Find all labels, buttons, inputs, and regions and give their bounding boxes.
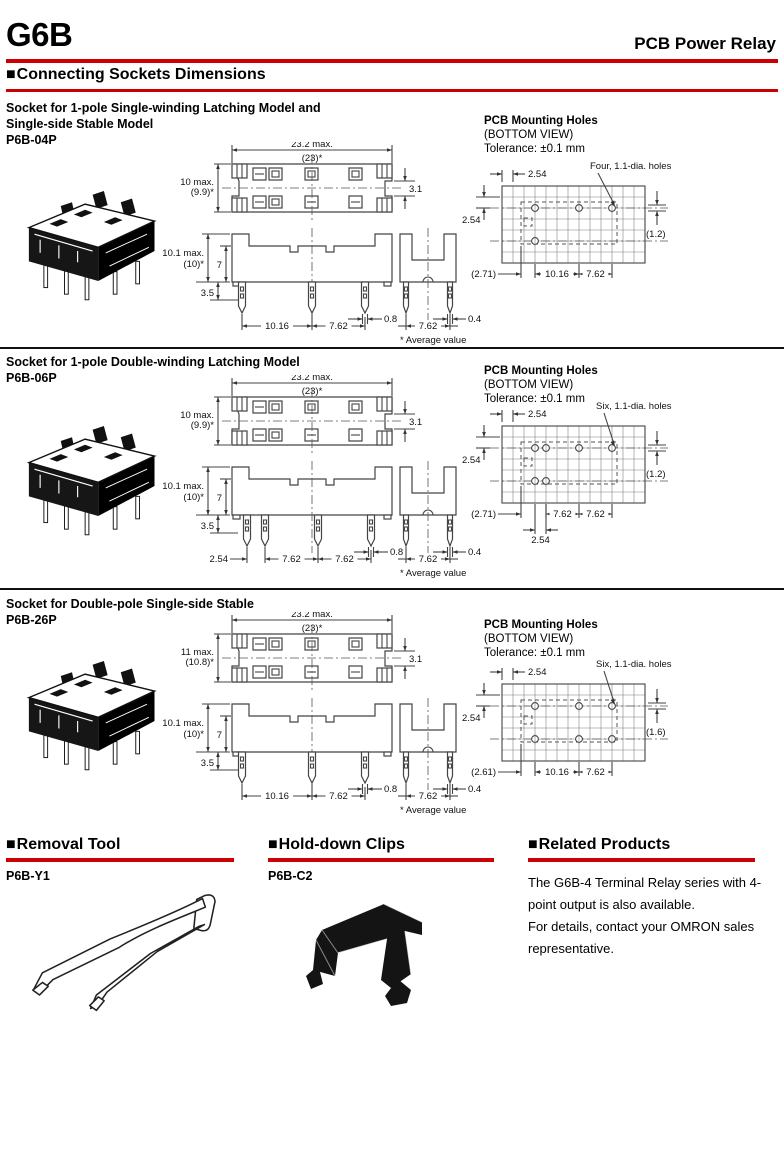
dim-label: 0.8 [390,547,404,558]
section-heading-connecting-sockets: ■Connecting Sockets Dimensions [6,66,266,83]
dim-label: 10.1 max. [162,481,204,492]
dim-label: * Average value [400,568,467,579]
related-products-line: The G6B-4 Terminal Relay series with 4-point output is also available. [528,875,762,912]
dim-label: 2.54 [462,713,481,724]
dim-label: 7.62 [418,554,438,565]
dim-label: 2.54 [531,535,550,546]
dim-label: 0.4 [468,547,482,558]
socket-section-title: Socket for 1-pole Double-winding Latching Model [6,355,300,369]
socket-section-title: Socket for Double-pole Single-side Stable [6,597,254,611]
model-number: P6B-04P [6,133,57,147]
dim-label: 7 [216,730,222,741]
dim-label: 23.2 max. [291,375,333,383]
dim-label: 3.5 [200,758,214,769]
dim-label: 2.54 [528,169,547,180]
dim-label: 10.16 [265,791,289,802]
black-square-marker: ■ [6,836,16,853]
dim-label: 7.62 [335,554,354,565]
dim-label: 3.1 [409,417,423,428]
dim-label: 10.16 [545,767,569,778]
dim-label: 7.62 [586,767,605,778]
dim-label: 7 [216,260,222,271]
dim-label: 10.16 [265,321,289,332]
dim-label: (2.71) [471,509,496,520]
dim-label: 0.4 [468,784,482,795]
pcb-mounting-holes-drawing [452,396,772,556]
dim-label: 7.62 [553,509,572,520]
dim-label: 2.54 [462,455,481,466]
dim-label: 23.2 max. [291,612,333,620]
black-square-marker: ■ [6,66,16,83]
dim-label: 10 max. [180,410,214,421]
pcb-mounting-holes-title: PCB Mounting Holes (BOTTOM VIEW) Tolerance: ±0.1 mm [484,365,598,405]
dimension-drawing [152,142,488,352]
dim-label: (10)* [183,729,204,740]
dim-label: 7.62 [329,321,348,332]
dim-label: 7.62 [329,791,348,802]
pcb-mounting-holes-title: PCB Mounting Holes (BOTTOM VIEW) Tolerance: ±0.1 mm [484,115,598,155]
socket-isometric-illustration [12,655,162,778]
section-divider [0,347,784,349]
related-products-heading: ■Related Products [528,836,671,853]
dim-label: (23)* [301,623,323,634]
removal-tool-illustration [14,886,229,1026]
dim-label: 3.1 [409,654,423,665]
hold-down-clips-model: P6B-C2 [268,869,313,883]
model-number: P6B-06P [6,371,57,385]
socket-isometric-illustration [12,420,162,543]
dim-label: (23)* [301,386,323,397]
dim-label: Four, 1.1-dia. holes [590,161,672,172]
dim-label: 2.54 [209,554,228,565]
black-square-marker: ■ [268,836,278,853]
dim-label: Six, 1.1-dia. holes [596,659,672,670]
model-number: P6B-26P [6,613,57,627]
hold-down-clip-illustration [292,890,442,1015]
heading-rule [6,89,778,92]
dim-label: 7 [216,493,222,504]
dim-label: 10.1 max. [162,248,204,259]
dim-label: 7.62 [586,269,605,280]
dim-label: (1.2) [646,469,666,480]
dim-label: 10.16 [545,269,569,280]
dim-label: 3.5 [200,521,214,532]
dim-label: 0.8 [384,784,398,795]
related-products-line: For details, contact your OMRON sales representative. [528,919,755,956]
dim-label: (10)* [183,259,204,270]
related-products-rule [528,858,755,862]
socket-isometric-illustration [12,185,162,308]
pcb-mounting-holes-drawing [452,654,772,814]
dim-label: 0.4 [468,314,482,325]
removal-tool-rule [6,858,234,862]
dim-label: 2.54 [528,409,547,420]
dim-label: 10 max. [180,177,214,188]
section-divider [0,588,784,590]
dim-label: 7.62 [586,509,605,520]
dim-label: (10.8)* [185,657,214,668]
dim-label: 0.8 [384,314,398,325]
dim-label: 10.1 max. [162,718,204,729]
dim-label: 7.62 [418,791,438,802]
dim-label: (1.6) [646,727,666,738]
pcb-mounting-holes-title: PCB Mounting Holes (BOTTOM VIEW) Tolerance: ±0.1 mm [484,619,598,659]
dim-label: (10)* [183,492,204,503]
dim-label: * Average value [400,805,467,816]
dim-label: (2.61) [471,767,496,778]
page-title: G6B [6,16,73,53]
dim-label: (9.9)* [190,420,214,431]
dim-label: Six, 1.1-dia. holes [596,401,672,412]
dim-label: * Average value [400,335,467,346]
dim-label: 11 max. [180,647,214,658]
socket-section-title: Socket for 1-pole Single-winding Latching Model and [6,101,321,115]
dim-label: 3.1 [409,184,423,195]
dim-label: (1.2) [646,229,666,240]
dim-label: 23.2 max. [291,142,333,150]
socket-section-title-line2: Single-side Stable Model [6,117,154,131]
dim-label: (9.9)* [190,187,214,198]
dim-label: 2.54 [462,215,481,226]
removal-tool-heading: ■Removal Tool [6,836,121,853]
related-products-text [528,872,780,960]
dimension-drawing [152,375,488,585]
dimension-drawing [152,612,488,822]
dim-label: 2.54 [528,667,547,678]
removal-tool-model: P6B-Y1 [6,869,50,883]
black-square-marker: ■ [528,836,538,853]
pcb-mounting-holes-drawing [452,156,772,316]
dim-label: 7.62 [282,554,301,565]
dim-label: (2.71) [471,269,496,280]
product-category: PCB Power Relay [634,34,776,53]
dim-label: (23)* [301,153,323,164]
dim-label: 7.62 [418,321,438,332]
header-rule [6,59,778,63]
hold-down-clips-heading: ■Hold-down Clips [268,836,405,853]
dim-label: 3.5 [200,288,214,299]
hold-down-clips-rule [268,858,494,862]
